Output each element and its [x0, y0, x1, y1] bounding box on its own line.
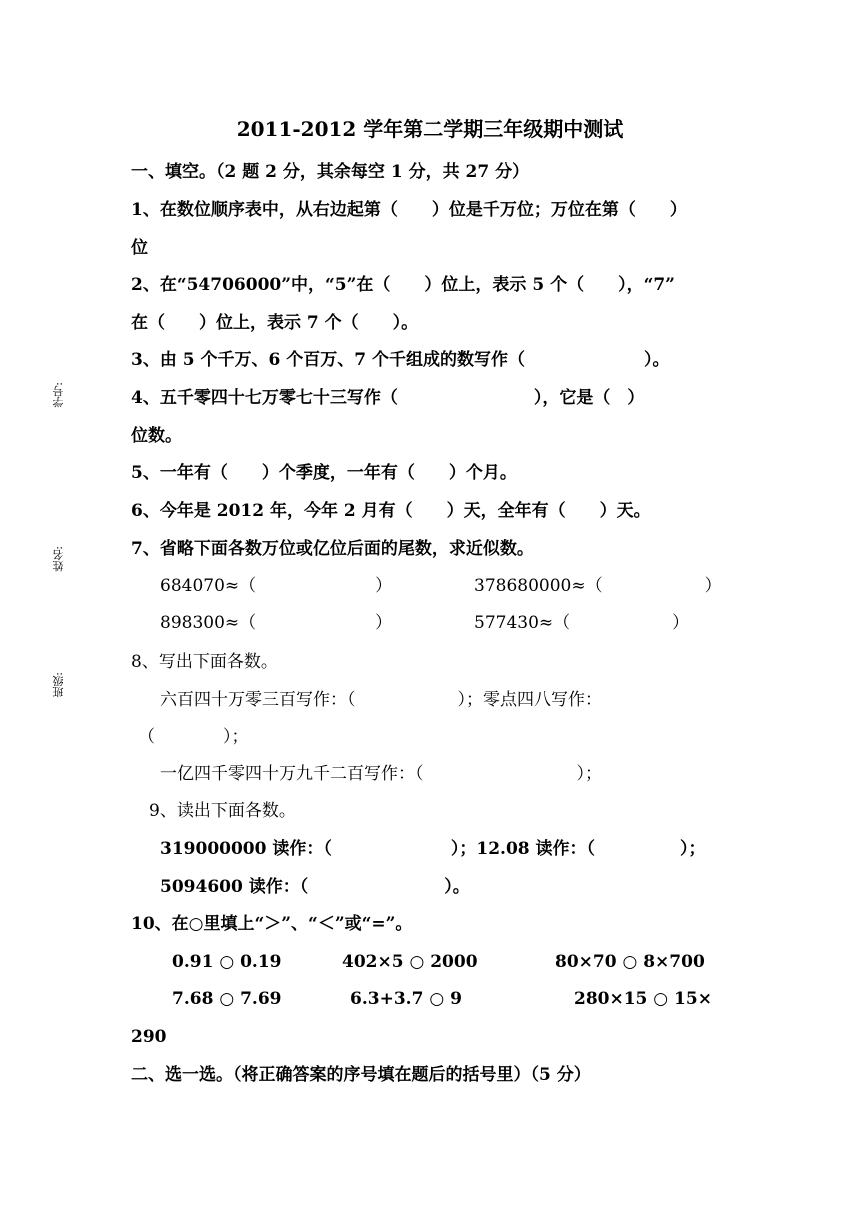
question-10: 10、在○里填上“＞”、“＜”或“=”。 [131, 914, 413, 934]
question-8-item-1: 六百四十万零三百写作：（ ）；零点四八写作： [160, 690, 602, 710]
question-9-item-2: 5094600 读作：（ ）。 [160, 877, 470, 897]
question-7: 7、省略下面各数万位或亿位后面的尾数，求近似数。 [131, 539, 534, 559]
question-10-item-2: 402×5 ○ 2000 [342, 952, 478, 972]
side-label-student-no: 学号: [52, 382, 65, 408]
question-10-item-6: 280×15 ○ 15× [574, 989, 712, 1009]
question-7-item-a: 684070≈（ ） [160, 576, 393, 596]
question-7-item-b: 378680000≈（ ） [474, 576, 722, 596]
question-9: 9、读出下面各数。 [149, 801, 296, 821]
question-1-line-2: 位 [131, 238, 148, 258]
question-8: 8、写出下面各数。 [131, 652, 278, 672]
question-10-item-5: 6.3+3.7 ○ 9 [350, 989, 462, 1009]
question-5: 5、一年有（ ）个季度，一年有（ ）个月。 [131, 463, 517, 483]
section-2-heading: 二、选一选。（将正确答案的序号填在题后的括号里）（5 分） [131, 1065, 591, 1085]
question-10-item-6-cont: 290 [131, 1027, 167, 1047]
section-1-heading: 一、填空。（2 题 2 分，其余每空 1 分，共 27 分） [131, 162, 530, 182]
question-1-line-1: 1、在数位顺序表中，从右边起第（ ）位是千万位；万位在第（ ） [131, 200, 687, 220]
question-6: 6、今年是 2012 年，今年 2 月有（ ）天，全年有（ ）天。 [131, 501, 651, 521]
side-label-class: 班级: [52, 672, 65, 698]
question-10-item-4: 7.68 ○ 7.69 [172, 989, 282, 1009]
question-4-line-2: 位数。 [131, 426, 182, 446]
question-8-item-1-cont: （ ）； [138, 727, 249, 747]
question-2-line-2: 在（ ）位上，表示 7 个（ ）。 [131, 313, 419, 333]
question-4-line-1: 4、五千零四十七万零七十三写作（ ），它是（ ） [131, 388, 645, 408]
question-10-item-3: 80×70 ○ 8×700 [555, 952, 705, 972]
question-8-item-2: 一亿四千零四十万九千二百写作：（ ）； [160, 764, 602, 784]
side-label-name: 姓名: [52, 546, 65, 572]
question-7-item-c: 898300≈（ ） [160, 613, 393, 633]
question-9-item-1: 319000000 读作：（ ）；12.08 读作：（ ）； [160, 839, 706, 859]
page-title: 2011-2012 学年第二学期三年级期中测试 [236, 117, 624, 141]
question-10-item-1: 0.91 ○ 0.19 [172, 952, 282, 972]
question-7-item-d: 577430≈（ ） [474, 613, 690, 633]
question-3: 3、由 5 个千万、6 个百万、7 个千组成的数写作（ ）。 [131, 350, 670, 370]
question-2-line-1: 2、在“54706000”中，“5”在（ ）位上，表示 5 个（ ），“7” [131, 275, 675, 295]
